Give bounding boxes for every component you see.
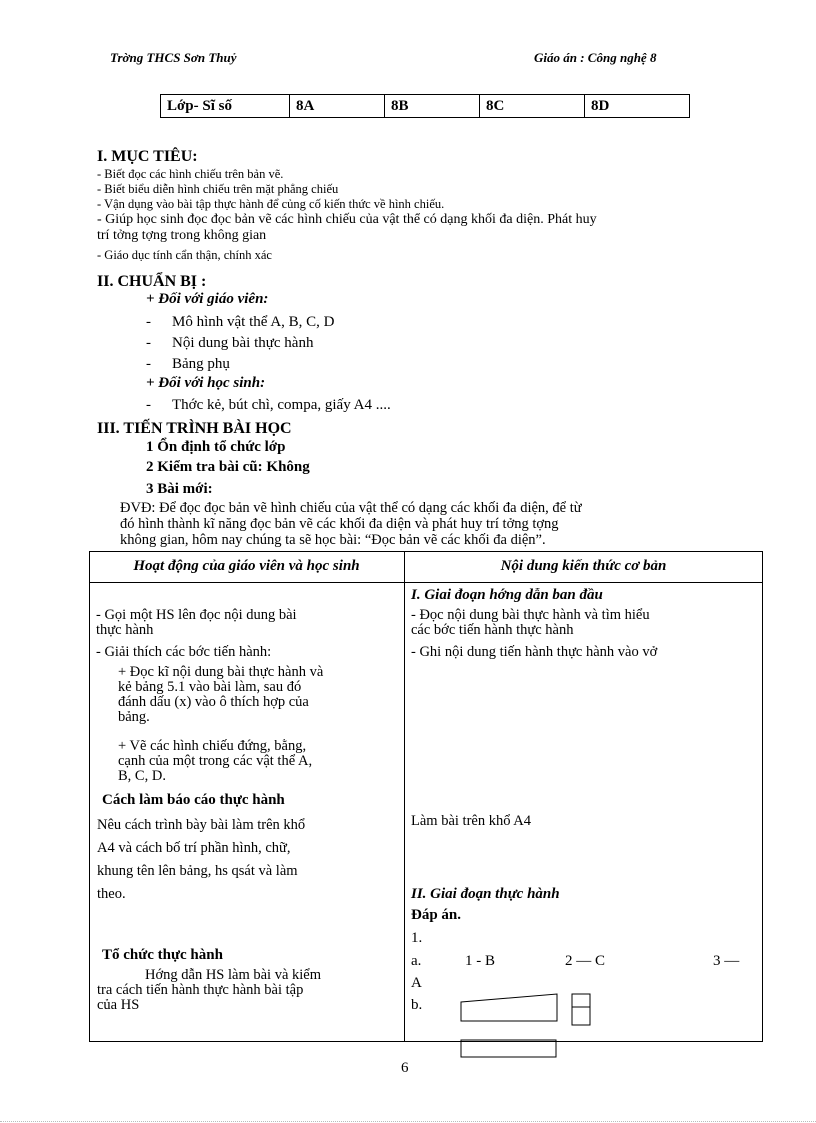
list-item: - Nội dung bài thực hành (146, 335, 314, 351)
step-1: 1 Ổn định tổ chức lớp (146, 439, 286, 455)
class-cell: Lớp- Sĩ số (161, 95, 290, 118)
text-line: khung tên lên bảng, hs qsát và làm (97, 863, 298, 879)
answer-label: Đáp án. (411, 907, 462, 923)
right-r2: - Ghi nội dung tiến hành thực hành vào vở (411, 644, 658, 660)
header-subject: Giáo án : Công nghệ 8 (534, 50, 657, 65)
text-line: kẻ bảng 5.1 vào bài làm, sau đó (118, 679, 302, 695)
page-number: 6 (401, 1060, 409, 1076)
projection-drawing (455, 988, 605, 1063)
text-line: + Vẽ các hình chiếu đứng, bằng, (118, 738, 307, 754)
report-text (97, 814, 305, 906)
text-line: - Đọc nội dung bài thực hành và tìm hiểu (411, 607, 650, 623)
class-cell: 8A (290, 95, 385, 118)
intro-line: ĐVĐ: Để đọc đọc bản vẽ hình chiếu của vật thể có dạng các khối đa diện, để từ (120, 500, 582, 516)
text-line: theo. (97, 886, 126, 902)
intro-paragraph (120, 500, 760, 548)
objective-item: - Biết biểu diễn hình chiếu trên mặt phẳng chiếu (97, 182, 339, 196)
text-line: của HS (97, 997, 140, 1013)
org-title: Tổ chức thực hành (102, 947, 223, 963)
col1-header: Hoạt động của giáo viên và học sinh (133, 558, 360, 574)
text-line: - Gọi một HS lên đọc nội dung bài (96, 607, 297, 623)
teacher-list (146, 312, 335, 375)
front-view-shape (461, 994, 557, 1021)
answer-a3: 3 — (713, 953, 740, 969)
right-r3: Làm bài trên khổ A4 (411, 813, 532, 829)
answer-a1: 1 - B (465, 953, 495, 969)
text-line: cạnh của một trong các vật thể A, (118, 753, 313, 769)
text-line: A4 và cách bố trí phần hình, chữ, (97, 840, 291, 856)
left-p3 (118, 665, 398, 725)
text-line: bảng. (118, 709, 150, 725)
objective-item: - Giúp học sinh đọc đọc bản vẽ các hình chiếu của vật thể có dạng khối đa diện. Phát huy (97, 212, 597, 227)
class-cell: 8B (385, 95, 480, 118)
class-cell: 8D (585, 95, 690, 118)
text-line: + Đọc kĩ nội dung bài thực hành và (118, 664, 324, 680)
header-school: Trờng THCS Sơn Thuỷ (110, 50, 237, 65)
report-title: Cách làm báo cáo thực hành (102, 792, 285, 808)
text-line: các bớc tiến hành thực hành (411, 622, 574, 638)
stage1-title: I. Giai đoạn hớng dẫn ban đầu (411, 587, 603, 603)
col2-header: Nội dung kiến thức cơ bản (500, 558, 667, 574)
page-edge (0, 1121, 816, 1122)
list-item: - Mô hình vật thể A, B, C, D (146, 314, 335, 330)
list-item: - Thớc kẻ, bút chì, compa, giấy A4 .... (146, 397, 391, 413)
section2-title: II. CHUẨN BỊ : (97, 273, 207, 290)
answer-b-label: b. (411, 997, 423, 1013)
text-line: tra cách tiến hành thực hành bài tập (97, 982, 304, 998)
teacher-label: + Đối với giáo viên: (146, 291, 269, 307)
step-3: 3 Bài mới: (146, 481, 213, 497)
class-table (160, 94, 690, 118)
objective-item: - Giáo dục tính cẩn thận, chính xác (97, 248, 272, 262)
text-line: Nêu cách trình bày bài làm trên khổ (97, 817, 306, 833)
step-2: 2 Kiểm tra bài cũ: Không (146, 459, 310, 475)
side-view-shape (572, 994, 590, 1025)
text-line: thực hành (96, 622, 154, 638)
org-text (97, 968, 397, 1013)
left-p4 (118, 739, 398, 784)
left-p2: - Giải thích các bớc tiến hành: (96, 644, 272, 660)
student-label: + Đối với học sinh: (146, 375, 266, 391)
section1-title: I. MỤC TIÊU: (97, 148, 198, 165)
objective-item: - Vận dụng vào bài tập thực hành để củng cố kiến thức về hình chiếu. (97, 197, 445, 211)
stage2-title: II. Giai đoạn thực hành (411, 886, 560, 902)
left-p1 (96, 608, 396, 638)
answer-a4: A (411, 975, 422, 991)
answer-a2: 2 — C (565, 953, 606, 969)
section3-title: III. TIẾN TRÌNH BÀI HỌC (97, 420, 292, 437)
text-line: B, C, D. (118, 768, 166, 784)
intro-line: đó hình thành kĩ năng đọc bản vẽ các khối đa diện và phát huy trí tởng tợng (120, 516, 559, 532)
right-r1 (411, 608, 756, 638)
objective-item: trí tởng tợng trong không gian (97, 228, 267, 243)
student-list (146, 397, 391, 414)
list-item: - Bảng phụ (146, 356, 230, 372)
section1-list (97, 167, 757, 263)
answer-a-label: a. (411, 953, 422, 969)
intro-line: không gian, hôm nay chúng ta sẽ học bài: “Đọc bản vẽ các khối đa diện”. (120, 532, 546, 548)
text-line: Hớng dẫn HS làm bài và kiểm (145, 967, 321, 983)
top-view-shape (461, 1040, 556, 1057)
objective-item: - Biết đọc các hình chiếu trên bản vẽ. (97, 167, 284, 181)
text-line: đánh dấu (x) vào ô thích hợp của (118, 694, 309, 710)
answer-1: 1. (411, 930, 423, 946)
class-cell: 8C (480, 95, 585, 118)
